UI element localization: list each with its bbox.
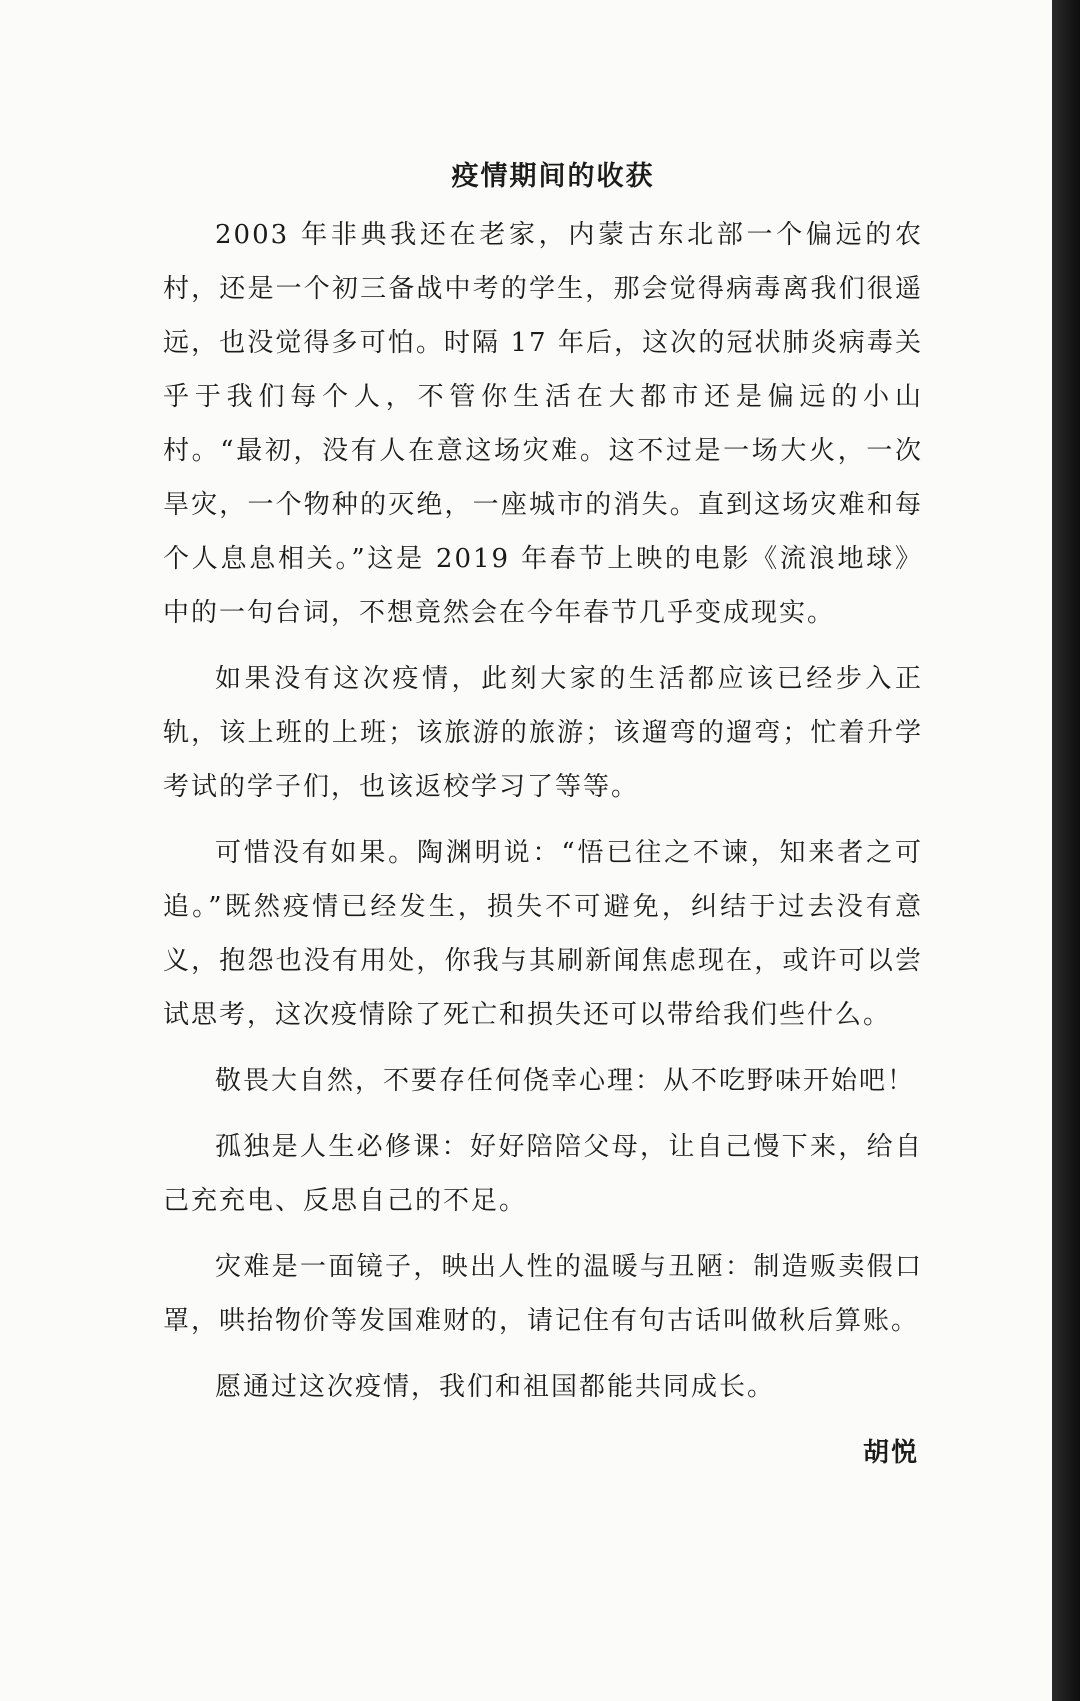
- paragraph-4: 敬畏大自然，不要存任何侥幸心理：从不吃野味开始吧！: [215, 1066, 916, 1096]
- author-signature: 胡悦: [862, 1438, 919, 1468]
- essay-body: [163, 150, 923, 1480]
- paragraph-5: 孤独是人生必修课：好好陪陪父母，让自己慢下来，给自己充充电、反思自己的不足。: [163, 1132, 923, 1216]
- paragraph-6: 灾难是一面镜子，映出人性的温暖与丑陋：制造贩卖假口罩，哄抬物价等发国难财的，请记住有句古话叫做秋后算账。: [163, 1252, 923, 1336]
- paragraph-7: 愿通过这次疫情，我们和祖国都能共同成长。: [215, 1372, 776, 1402]
- essay-title: 疫情期间的收获: [451, 161, 655, 192]
- paragraph-3: 可惜没有如果。陶渊明说：“悟已往之不谏，知来者之可追。”既然疫情已经发生，损失不可避免，纠结于过去没有意义，抱怨也没有用处，你我与其刷新闻焦虑现在，或许可以尝试思考，这次疫情除了死亡和损失还可以带给我们些什么。: [163, 838, 923, 1030]
- scan-edge: [1052, 0, 1080, 1701]
- paragraph-2: 如果没有这次疫情，此刻大家的生活都应该已经步入正轨，该上班的上班；该旅游的旅游；该遛弯的遛弯；忙着升学考试的学子们，也该返校学习了等等。: [163, 664, 923, 802]
- paragraph-1: 2003 年非典我还在老家，内蒙古东北部一个偏远的农村，还是一个初三备战中考的学生，那会觉得病毒离我们很遥远，也没觉得多可怕。时隔 17 年后，这次的冠状肺炎病毒关乎于我们每个人，不管你生活在大都市还是偏远的小山村。“最初，没有人在意这场灾难。这不过是一场大火，一次旱灾，一个物种的灭绝，一座城市的消失。直到这场灾难和每个人息息相关。”这是 2019 年春节上映的电影《流浪地球》中的一句台词，不想竟然会在今年春节几乎变成现实。: [163, 220, 923, 628]
